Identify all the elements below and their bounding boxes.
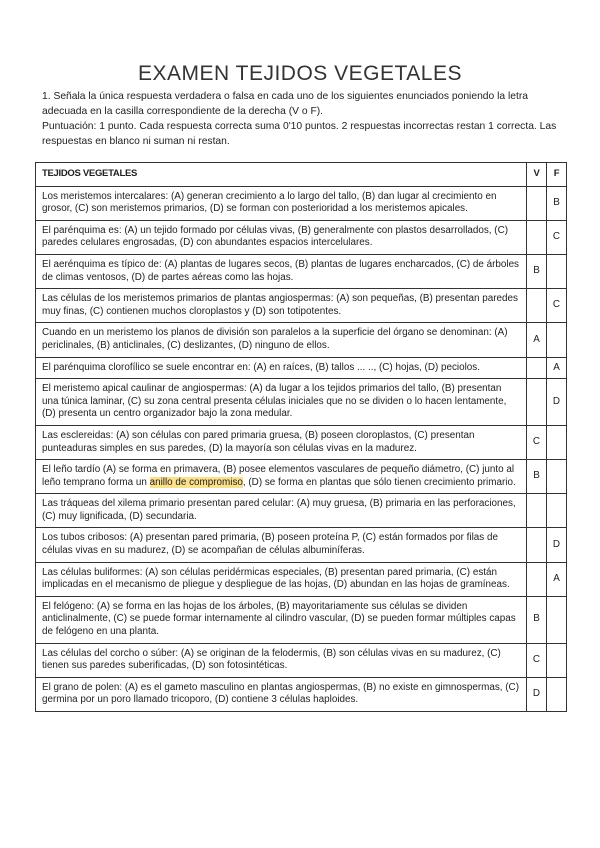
answer-cell-f[interactable]	[547, 254, 567, 288]
table-row	[36, 643, 567, 677]
question-segment: El parénquima es: (A) un tejido formado por células vivas, (B) generalmente con plastos desarrollados, (C) paredes celulares engrosadas, (D) con abundantes espacios intercelulares.	[42, 224, 508, 249]
table-row	[36, 596, 567, 643]
header-topic: TEJIDOS VEGETALES	[36, 163, 527, 187]
question-segment: Las células buliformes: (A) son células peridérmicas especiales, (B) presentan pared primaria, (C) están implicadas en el mecanismo de pliegue y despliegue de las hojas, (D) abundan en las hojas de gramíneas.	[42, 566, 510, 591]
highlighted-text: anillo de compromiso	[149, 476, 243, 488]
question-text	[36, 494, 527, 528]
question-text	[36, 254, 527, 288]
question-text	[36, 528, 527, 562]
answer-cell-f[interactable]: B	[547, 186, 567, 220]
answer-cell-v[interactable]	[527, 562, 547, 596]
answer-cell-v[interactable]: B	[527, 460, 547, 494]
answer-cell-f[interactable]: D	[547, 528, 567, 562]
question-segment: , (D) se forma en plantas que sólo tienen crecimiento primario.	[242, 476, 516, 488]
table-header-row	[36, 163, 567, 187]
table-row	[36, 379, 567, 426]
answer-cell-f[interactable]	[547, 323, 567, 357]
answer-cell-v[interactable]	[527, 186, 547, 220]
question-text	[36, 460, 527, 494]
page-title: EXAMEN TEJIDOS VEGETALES	[138, 62, 462, 86]
question-segment: El felógeno: (A) se forma en las hojas de los árboles, (B) mayoritariamente sus células se dividen anticlinalmente, (C) se puede formar internamente al cilindro vascular, (D) se pueden formar múltiples capas de felógeno en una planta.	[42, 600, 516, 638]
question-text	[36, 186, 527, 220]
question-segment: El parénquima clorofílico se suele encontrar en: (A) en raíces, (B) tallos ... .., (C) hojas, (D) peciolos.	[42, 361, 480, 373]
question-segment: El meristemo apical caulinar de angiospermas: (A) da lugar a los tejidos primarios del tallo, (B) presentan una túnica laminar, (C) su zona central presenta células iniciales que no se dividen o lo hacen lentamente, (D) presenta un centro organizador bajo la zona medular.	[42, 383, 507, 420]
table-row	[36, 186, 567, 220]
table-row	[36, 562, 567, 596]
question-text	[36, 323, 527, 357]
answer-cell-v[interactable]	[527, 379, 547, 426]
answer-cell-v[interactable]: B	[527, 596, 547, 643]
question-text	[36, 425, 527, 459]
question-segment: Las tráqueas del xilema primario presentan pared celular: (A) muy gruesa, (B) primaria en las perforaciones, (C) muy lignificada, (D) secundaria.	[42, 498, 516, 522]
answer-cell-f[interactable]: A	[547, 357, 567, 379]
answer-cell-f[interactable]	[547, 425, 567, 459]
table-row	[36, 494, 567, 528]
table-row	[36, 677, 567, 711]
question-segment: Los meristemos intercalares: (A) generan crecimiento a lo largo del tallo, (B) dan lugar al crecimiento en grosor, (C) son meristemos primarios, (D) se forman con posterioridad a los meristemos apicales.	[42, 190, 497, 215]
answer-cell-f[interactable]	[547, 460, 567, 494]
table-row	[36, 289, 567, 323]
header-v: V	[527, 163, 547, 187]
question-text	[36, 562, 527, 596]
answer-cell-f[interactable]: C	[547, 220, 567, 254]
answer-cell-f[interactable]	[547, 643, 567, 677]
table-row	[36, 357, 567, 379]
answer-cell-v[interactable]	[527, 289, 547, 323]
scoring-paragraph: Puntuación: 1 punto. Cada respuesta correcta suma 0'10 puntos. 2 respuestas incorrectas restan 1 correcta. Las respuestas en blanco ni suman ni restan.	[42, 121, 557, 147]
header-f: F	[547, 163, 567, 187]
question-segment: El leño tardío (A) se forma en primavera, (B) posee elementos vasculares de pequeño diámetro, (C) junto al leño temprano forma un	[42, 464, 515, 488]
answer-cell-f[interactable]	[547, 596, 567, 643]
answer-cell-v[interactable]	[527, 357, 547, 379]
question-segment: Las células del corcho o súber: (A) se originan de la felodermis, (B) son células vivas en su madurez, (C) tienen sus paredes suberificadas, (D) son fotosintéticas.	[42, 647, 501, 672]
answer-cell-v[interactable]: C	[527, 425, 547, 459]
answer-cell-f[interactable]	[547, 494, 567, 528]
table-row	[36, 220, 567, 254]
table-row	[36, 425, 567, 459]
question-text	[36, 596, 527, 643]
question-segment: Cuando en un meristemo los planos de división son paralelos a la superficie del órgano se denominan: (A) periclinales, (B) anticlinales, (C) deslizantes, (D) ninguno de ellos.	[42, 327, 508, 351]
question-segment: El aerénquima es típico de: (A) plantas de lugares secos, (B) plantas de lugares encharcados, (C) de árboles de climas ventosos, (D) de partes aéreas como las hojas.	[42, 258, 519, 283]
answer-cell-v[interactable]: B	[527, 254, 547, 288]
question-text	[36, 643, 527, 677]
question-segment: Los tubos cribosos: (A) presentan pared primaria, (B) poseen proteína P, (C) están formados por filas de células vivas en su madurez, (D) se acompañan de células albuminíferas.	[42, 532, 498, 557]
answer-cell-f[interactable]	[547, 677, 567, 711]
table-row	[36, 254, 567, 288]
question-text	[36, 379, 527, 426]
instructions-paragraph: 1. Señala la única respuesta verdadera o falsa en cada uno de los siguientes enunciados poniendo la letra adecuada en la casilla correspondiente de la derecha (V o F).	[42, 91, 529, 117]
answer-cell-f[interactable]: A	[547, 562, 567, 596]
table-row	[36, 323, 567, 357]
answer-cell-v[interactable]: C	[527, 643, 547, 677]
question-text	[36, 357, 527, 379]
answer-cell-v[interactable]	[527, 220, 547, 254]
question-text	[36, 220, 527, 254]
question-text	[36, 289, 527, 323]
exam-table	[35, 162, 567, 712]
answer-cell-v[interactable]	[527, 528, 547, 562]
answer-cell-f[interactable]: C	[547, 289, 567, 323]
answer-cell-v[interactable]: D	[527, 677, 547, 711]
question-segment: Las esclereidas: (A) son células con pared primaria gruesa, (B) poseen cloroplastos, (C) presentan punteaduras simples en sus paredes, (D) la mayoría son células vivas en la madurez.	[42, 429, 475, 454]
question-segment: El grano de polen: (A) es el gameto masculino en plantas angiospermas, (B) no existe en gimnospermas, (C) germina por un poro llamado tricoporo, (D) contiene 3 células haploides.	[42, 681, 519, 706]
instructions	[42, 89, 562, 149]
question-segment: Las células de los meristemos primarios de plantas angiospermas: (A) son pequeñas, (B) presentan paredes muy finas, (C) contienen muchos cloroplastos y (D) son totipotentes.	[42, 293, 518, 317]
answer-cell-f[interactable]: D	[547, 379, 567, 426]
answer-cell-v[interactable]: A	[527, 323, 547, 357]
table-row	[36, 528, 567, 562]
question-text	[36, 677, 527, 711]
answer-cell-v[interactable]	[527, 494, 547, 528]
table-row	[36, 460, 567, 494]
